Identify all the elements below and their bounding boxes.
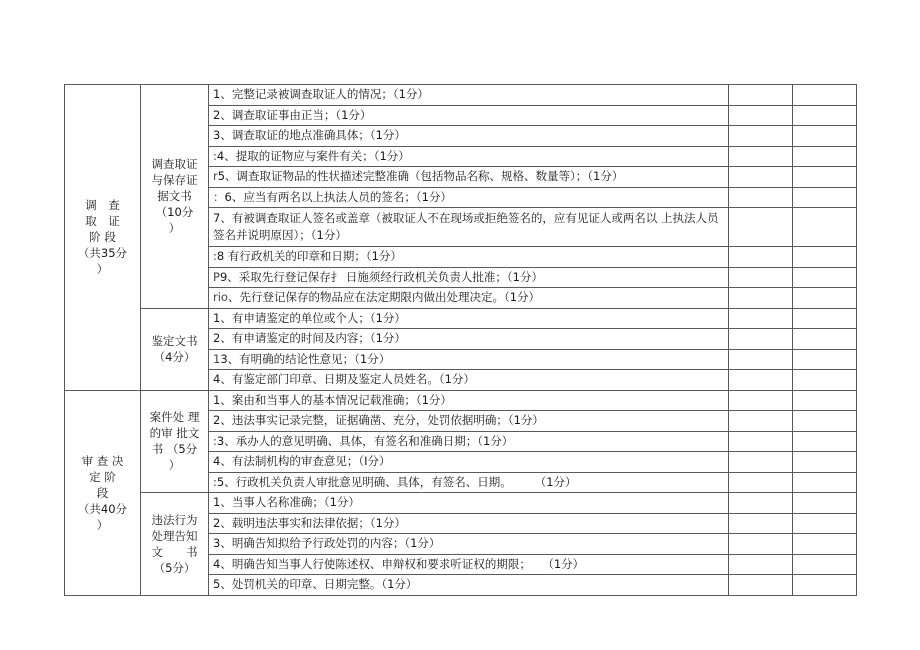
- score-cell: [729, 126, 793, 147]
- remarks-cell: [793, 431, 857, 452]
- criterion-prefix: ：: [213, 189, 225, 204]
- score-cell: [729, 349, 793, 370]
- criterion-text: 2、有申请鉴定的时间及内容；（1分）: [213, 331, 406, 346]
- score-cell: [729, 288, 793, 309]
- criterion-text: 1、案由和当事人的基本情况记载准确；（1分）: [213, 392, 452, 407]
- criterion-cell: [209, 329, 729, 350]
- criterion-cell: [209, 493, 729, 514]
- stage-label-line: 取 证: [85, 214, 120, 229]
- score-cell: [729, 493, 793, 514]
- remarks-cell: [793, 452, 857, 473]
- criterion-cell: [209, 267, 729, 288]
- remarks-cell: [793, 105, 857, 126]
- score-cell: [729, 554, 793, 575]
- document-type-label-line: 处理告知: [151, 528, 198, 543]
- criterion-text: 1、完整记录被调查取证人的情况；（1分）: [213, 87, 429, 102]
- criterion-text: 3、明确告知拟给予行政处罚的内容；（1分）: [213, 536, 441, 551]
- document-type-label-line: ）: [168, 458, 181, 473]
- criterion-cell: [209, 431, 729, 452]
- score-cell: [729, 329, 793, 350]
- criterion-prefix: r: [213, 169, 218, 184]
- document-type-label-line: 据文书: [157, 189, 192, 204]
- stage-cell: [65, 390, 141, 595]
- score-cell: [729, 411, 793, 432]
- score-cell: [729, 431, 793, 452]
- criterion-text: 7、有被调查取证人签名或盖章（被取证人不在现场或拒绝签名的，应有见证人或两名以 上执法人员签名并说明原因）；（1分）: [213, 211, 719, 242]
- document-type-label-line: ）: [168, 221, 181, 236]
- stage-cell: [65, 85, 141, 391]
- criterion-text: 3、有明确的结论性意见；（1分）: [220, 351, 391, 366]
- document-type-cell: [141, 308, 209, 390]
- score-cell: [729, 575, 793, 596]
- table-row: [65, 390, 857, 411]
- stage-label-line: （共40分: [77, 501, 128, 516]
- score-cell: [729, 146, 793, 167]
- criterion-cell: [209, 105, 729, 126]
- criterion-text: 5、调查取证物品的性状描述完整准确（包括物品名称、规格、数量等）；（1分）: [217, 169, 624, 184]
- criterion-cell: [209, 411, 729, 432]
- criterion-cell: [209, 534, 729, 555]
- remarks-cell: [793, 167, 857, 188]
- score-cell: [729, 370, 793, 391]
- document-type-label-line: 与保存证: [151, 173, 198, 188]
- criterion-text: 3、承办人的意见明确、具体，有签名和准确日期；（1分）: [216, 433, 514, 448]
- criterion-text: 5、行政机关负责人审批意见明确、具体，有签名、日期。 （1分）: [216, 474, 577, 489]
- document-type-label-line: 文 书: [151, 544, 198, 559]
- remarks-cell: [793, 411, 857, 432]
- criterion-text: 3、调查取证的地点准确具体；（1分）: [213, 128, 406, 143]
- document-type-cell: [141, 390, 209, 493]
- remarks-cell: [793, 267, 857, 288]
- document-type-label-line: 书 （5分: [151, 442, 198, 457]
- stage-label-line: ）: [96, 262, 109, 277]
- document-type-label-line: （10分: [155, 205, 194, 220]
- document-type-label-line: 的审 批文: [149, 426, 200, 441]
- score-cell: [729, 452, 793, 473]
- score-cell: [729, 208, 793, 247]
- remarks-cell: [793, 493, 857, 514]
- criterion-text: 6、应当有两名以上执法人员的签名；（1分）: [224, 189, 452, 204]
- score-cell: [729, 513, 793, 534]
- stage-label-line: 段: [96, 485, 109, 500]
- score-cell: [729, 247, 793, 268]
- document-type-label-line: （5分）: [153, 560, 196, 575]
- criterion-cell: [209, 146, 729, 167]
- remarks-cell: [793, 308, 857, 329]
- criterion-cell: [209, 126, 729, 147]
- criterion-text: 2、调查取证事由正当；（1分）: [213, 107, 372, 122]
- criterion-text: 9、采取先行登记保存扌 日施须经行政机关负责人批准；（1分）: [219, 269, 543, 284]
- criterion-text: 4、明确告知当事人行使陈述权、申辩权和要求听证权的期限； （1分）: [213, 556, 585, 571]
- criterion-cell: [209, 208, 729, 247]
- document-type-label-line: 调查取证: [151, 157, 198, 172]
- criterion-cell: [209, 575, 729, 596]
- document-type-cell: [141, 493, 209, 596]
- criterion-text: 4、有鉴定部门印章、日期及鉴定人员姓名。（1分）: [213, 372, 475, 387]
- table-row: [65, 493, 857, 514]
- stage-label-line: 阶 段: [89, 230, 116, 245]
- document-type-label-line: 违法行为: [151, 512, 198, 527]
- criterion-cell: [209, 308, 729, 329]
- document-type-label-line: （4分）: [153, 350, 196, 364]
- criterion-text: 4、有法制机构的审查意见；（I分）: [213, 454, 391, 469]
- remarks-cell: [793, 513, 857, 534]
- criterion-text: 1、有申请鉴定的单位或个人；（1分）: [213, 310, 406, 325]
- remarks-cell: [793, 288, 857, 309]
- remarks-cell: [793, 208, 857, 247]
- remarks-cell: [793, 390, 857, 411]
- score-cell: [729, 308, 793, 329]
- stage-label-line: ）: [96, 517, 109, 532]
- criterion-cell: [209, 187, 729, 208]
- score-cell: [729, 390, 793, 411]
- criterion-cell: [209, 513, 729, 534]
- criterion-cell: [209, 472, 729, 493]
- document-type-cell: [141, 85, 209, 309]
- document-type-label-line: 鉴定文书: [151, 334, 198, 348]
- criterion-cell: [209, 390, 729, 411]
- remarks-cell: [793, 85, 857, 106]
- remarks-cell: [793, 370, 857, 391]
- criterion-text: 2、违法事实记录完整，证据确凿、充分，处罚依据明确；（1分）: [213, 413, 544, 428]
- score-cell: [729, 105, 793, 126]
- criterion-cell: [209, 167, 729, 188]
- table-row: [65, 85, 857, 106]
- remarks-cell: [793, 575, 857, 596]
- score-cell: [729, 85, 793, 106]
- remarks-cell: [793, 554, 857, 575]
- score-cell: [729, 267, 793, 288]
- stage-label-line: 审 查 决: [81, 453, 124, 468]
- criterion-text: 2、载明违法事实和法律依据；（1分）: [213, 515, 406, 530]
- score-cell: [729, 167, 793, 188]
- criterion-prefix: rio: [213, 290, 228, 305]
- criterion-text: 1、当事人名称准确；（1分）: [213, 495, 360, 510]
- score-cell: [729, 534, 793, 555]
- criterion-text: 、先行登记保存的物品应在法定期限内做出处理决定。（1分）: [227, 290, 541, 305]
- table-row: [65, 308, 857, 329]
- criterion-text: 4、提取的证物应与案件有关；（1分）: [216, 148, 410, 163]
- criterion-prefix: :: [213, 148, 217, 163]
- criterion-prefix: 1: [213, 351, 221, 366]
- stage-label-line: 调 查: [85, 198, 120, 213]
- remarks-cell: [793, 126, 857, 147]
- remarks-cell: [793, 329, 857, 350]
- criterion-prefix: :: [213, 249, 217, 264]
- stage-label-line: 定 阶: [89, 469, 116, 484]
- stage-label-line: （共35分: [77, 246, 128, 261]
- criterion-prefix: :: [213, 474, 217, 489]
- criterion-text: 5、处罚机关的印章、日期完整。（1分）: [213, 577, 418, 592]
- criterion-cell: [209, 554, 729, 575]
- remarks-cell: [793, 187, 857, 208]
- document-type-label-line: 案件处 理: [149, 410, 200, 425]
- criterion-prefix: P: [213, 269, 220, 284]
- remarks-cell: [793, 472, 857, 493]
- remarks-cell: [793, 534, 857, 555]
- score-cell: [729, 472, 793, 493]
- remarks-cell: [793, 146, 857, 167]
- criterion-cell: [209, 85, 729, 106]
- criterion-cell: [209, 349, 729, 370]
- criterion-cell: [209, 288, 729, 309]
- criterion-cell: [209, 370, 729, 391]
- criterion-cell: [209, 247, 729, 268]
- remarks-cell: [793, 349, 857, 370]
- criterion-cell: [209, 452, 729, 473]
- criterion-text: 8 有行政机关的印章和日期；（1分）: [216, 249, 402, 264]
- criterion-prefix: :: [213, 433, 217, 448]
- score-cell: [729, 187, 793, 208]
- scoring-table: [64, 84, 857, 596]
- remarks-cell: [793, 247, 857, 268]
